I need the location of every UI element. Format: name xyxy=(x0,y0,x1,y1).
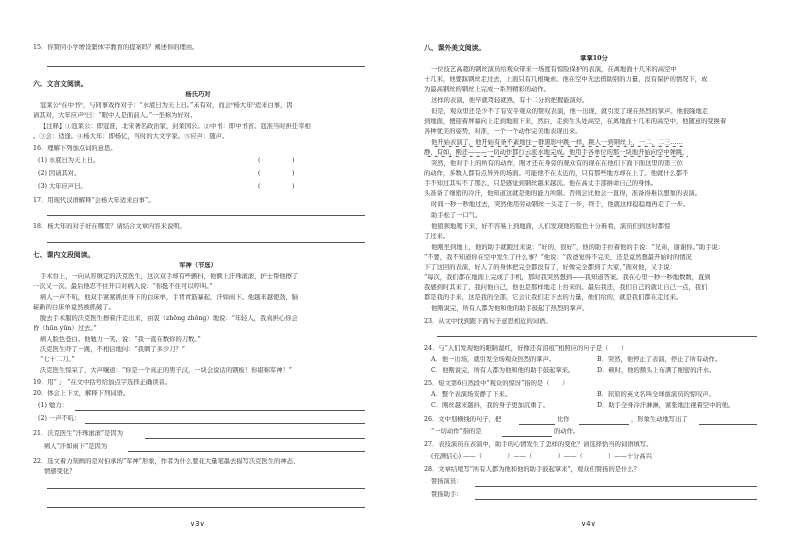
question-15: 15．你赞同小学增设繁体字教育的提案吗？阐述你的理由。 xyxy=(33,44,199,51)
question-26-b: “一切动作”指的是 xyxy=(431,428,482,435)
answer-line[interactable] xyxy=(475,486,757,487)
passage-line: 到地面，便迎着屏幕向上走到地面下来，然后，走到生头处高空，在离地面十几米的高空中，他随意的变换着 xyxy=(424,118,727,125)
page-number: ∨3∨ xyxy=(190,520,205,528)
answer-line[interactable] xyxy=(85,423,365,424)
question-28: 28．文章结尾写“所有人都为他和他的助手鼓起掌来”，观众们赞扬的是什么？ xyxy=(424,466,640,473)
answer-label: 赞扬演员： xyxy=(431,478,463,485)
passage-line: 请其对，大年应声⁰曰：“眼中人是面前人。”一坐称为好对。 xyxy=(33,112,197,119)
question-26-text: 的动作。 xyxy=(554,428,580,435)
passage-note: 。③会：适逢。④杨大年：即杨亿，当时的大文学家。⑤应声：随声。 xyxy=(33,133,229,140)
question-19: 19．用“ 」 ”在文中括号给加点字选择正确读音。 xyxy=(33,379,172,386)
passage-line: 一位技艺高超的钢丝演员给观众带来一场度有惊险保护的表演，在离地面十几米的高空中 xyxy=(431,66,677,73)
passage-line: 都是我的手来，这是我的全部，它会让我们走下去的力量，他们给的，就是我们都在走过来。 xyxy=(424,294,683,301)
passage-line: 我感到时其来了，我问他自己，他也是那样地走上台来的。最后我还，我们自己的就让自己一点，我们 xyxy=(424,284,708,291)
question-16-item: (3) 大年应声曰。 xyxy=(38,183,87,190)
passage-line: 手术台上，一向从容镇定的沃克医生，这次双手却有些颤抖，他额上汗珠滚滚，护士帮他擦了 xyxy=(40,273,299,280)
passage-line: 病人一声不吭，他双手紧紧抓住身下的白床单，手背青筋暴起，汗如雨下。他越来越使劲，脑 xyxy=(40,294,299,301)
answer-blank[interactable] xyxy=(502,436,552,437)
passage-line: 时间一秒一秒地过去，突然他用劳动钢丝一头走了一步，终于，他就这样稳稳地再走了一步。 xyxy=(431,201,690,208)
answer-paren[interactable]: ( ) xyxy=(258,157,295,164)
answer-line[interactable] xyxy=(145,438,365,439)
section-7-heading: 七、课内文段阅读。 xyxy=(33,251,95,259)
passage-line: 昏（hūn yūn）过去。” xyxy=(33,325,97,332)
passage-line: 手不知过其实不了那么，只是感觉到钢丝越来越沉。他在高丈手部拼命自己的身体。 xyxy=(424,180,657,187)
answer-line[interactable] xyxy=(47,507,365,508)
section-6-heading: 六、文言文阅读。 xyxy=(33,80,88,88)
passage-line: 沃克医生惊呆了，大声嚷道：“你是一个真正的男子汉，一块会说话的钢板！你堪称军神！” xyxy=(40,367,293,374)
question-18: 18．杨大年的对子好在哪里？请结合文章内容来说明。 xyxy=(33,223,186,230)
answer-line[interactable] xyxy=(47,242,365,243)
question-16-item: (2) 因请其对。 xyxy=(38,170,81,177)
answer-blank[interactable] xyxy=(579,424,629,425)
answer-blank[interactable] xyxy=(699,424,757,425)
question-22: 22．选文着力刻画的是对伯承的“军神”形象，作者为什么要花大量笔墨去描写沃克医生的神态、 xyxy=(33,458,300,465)
option-a[interactable]: A．他一出场，就引发全场观众热烈的掌声。 xyxy=(431,356,556,363)
answer-line[interactable] xyxy=(75,410,365,411)
answer-paren[interactable]: ( ) xyxy=(258,170,295,177)
passage-line: 各种优美的姿势，对准，一个一个动作完美地表现出来。 xyxy=(424,128,582,135)
question-25: 25．短文第6自然段中“观众的惊讶”指的是（ ） xyxy=(424,380,569,387)
passage-line: 下了这回的表演，好人了的身体把完全都没有了，好像完全都到了大家，”面对他，又手说： xyxy=(424,264,676,271)
option-a[interactable]: A．整个表演场安静了下来。 xyxy=(431,391,512,398)
answer-line[interactable] xyxy=(47,66,365,67)
passage-note: 【注释】①寇莱公：即寇准，北宋著名政治家，封莱国公。②中书：即中书省。寇准当时担任宰相 xyxy=(40,123,311,130)
answer-blank[interactable] xyxy=(519,424,555,425)
option-d[interactable]: D．助手全身冷汗淋淋，紧张地注视着空中的他。 xyxy=(597,402,735,409)
passage-line: “七十二刀。” xyxy=(40,356,75,363)
answer-line[interactable] xyxy=(128,451,365,452)
passage-title: 军神（节选） xyxy=(179,262,217,269)
answer-line[interactable] xyxy=(47,488,365,489)
passage-line: 十几米，他要踩钢丝走过去，上面只有几根绳索。他在空中无法借助别的力量，没有保护的情况下，成 xyxy=(424,76,708,83)
question-23: 23．从文中找到跟下面句子意思相近的词语。 xyxy=(424,318,552,325)
passage-line: 助手松了一口气。 xyxy=(431,212,482,219)
right-page xyxy=(397,0,794,551)
question-27: 27．表技演员在表演中，助手的心情发生了怎样的变化？请选择恰当的词语填写。 xyxy=(424,441,653,448)
question-26-text: 比作 xyxy=(557,416,570,423)
option-c[interactable]: C．他刚说完，所有人都为他和他的助手鼓起掌来。 xyxy=(431,367,575,374)
passage-line: 寇莱公⁰在中书⁰，与同事戏作对子：“水底日为天上日。”未有对，而会⁰杨大年⁰适来白事，因 xyxy=(40,102,293,109)
answer-line[interactable] xyxy=(47,215,365,216)
answer-paren[interactable]: ( ) xyxy=(258,183,295,190)
passage-line: 沃克医生吓了一跳，不相信地问：“我刺了多少刀？” xyxy=(40,346,185,353)
question-26: 26．文中划横线的句子，把 xyxy=(424,416,502,423)
question-20-item: (2) 一声不吭： xyxy=(38,415,81,422)
question-16: 16．理解下列加点词的意思。 xyxy=(33,145,117,152)
passage-line: 他刚说完，所有人都为他和他的助手鼓起了热烈的掌声。 xyxy=(431,305,589,312)
passage-line: 一次又一次。最后他忍不住开口对病人说：“你挺不住可以哼叫。” xyxy=(33,283,213,290)
option-b[interactable]: B．突然，他停止了表演，停止了所有动作。 xyxy=(597,356,722,363)
question-21: 21．沃克医生“汗珠滚滚”是因为 xyxy=(33,430,124,437)
option-b[interactable]: B．屈原的英文名叫全球拔演员的惊叹声。 xyxy=(597,391,715,398)
passage-title: 杨氏巧对 xyxy=(185,91,211,98)
answer-line[interactable] xyxy=(437,336,757,337)
page-number: ∨4∨ xyxy=(581,520,596,528)
passage-line: 这样的表演，他早就驾轻就熟，有十二分的把握能演好。 xyxy=(431,97,589,104)
option-c[interactable]: C．刚丝越来越抖，我的身子更加沉重了。 xyxy=(431,402,550,409)
question-22-b: 情感变化？ xyxy=(44,468,76,475)
passage-line: 了过来。 xyxy=(424,233,450,240)
passage-title: 掌掌10分 xyxy=(580,55,608,62)
passage-line: 突然，他对手上的所有的动作，刚才还在身旁的观众有的现在在他们下面下面这里的第三位 xyxy=(431,160,683,167)
passage-line: 但是，观众里还是少不了有安乎观众的赞叹表演，他一出现，就引发了现在热烈的掌声。他很隆地走 xyxy=(431,108,709,115)
section-8-heading: 八、课外美文阅读。 xyxy=(424,44,486,52)
passage-line: 他刚坐到地上，他的助手就跑过来说：“好的，很好”，他的助手拉着他的手说：“兄弟，谢谢你。”助手说： xyxy=(431,244,725,251)
passage-line: 的动作，多数人都有点异外的场面。可能他不在太近的，只有那些地方却在上了。他就什么都不 xyxy=(424,170,689,177)
passage-line: “每次，我们都在地面上完成了手机，那时我突然想到——我知道答案。我在心里一秒一秒地数数，直到 xyxy=(424,274,711,281)
passage-line-underlined: 静，有如，刚还———一切动作都行云流水地完成。他用手各单位的那一块地开始向空中弹跳， xyxy=(424,149,689,156)
option-d[interactable]: D．顿时，他的额头上布满了细密的汗水。 xyxy=(597,367,716,374)
question-20: 20．体会上下文，解释下列词语。 xyxy=(33,390,130,397)
answer-label: 赞扬助手： xyxy=(431,491,463,498)
passage-line: 脱去手术服的沃克医生擦着汗走出来，由衷（zhōng zhōng）地说：“年轻人，我真担心你会 xyxy=(40,315,298,322)
question-24: 24．与“人们发现他的眼睛湿红，好像还有泪痕”相照应的句子是（ ） xyxy=(424,345,628,352)
passage-line: “不要，我不知道你在空中发生了什么事？”他说：“我爸觉得不完美，还是竟然想最开始时的情况 xyxy=(424,254,692,261)
passage-line: 他狼狈地爬下来，好不容易上到地面，人们发现他的脸色十分难看，演员们到这时都惊 xyxy=(431,223,671,230)
question-26-text: ，形象生动地写出了 xyxy=(631,416,688,423)
question-27-chain[interactable]: (充满信心) ——（ ）——（ ）——（ ）——十分高兴 xyxy=(431,453,653,460)
passage-line: 头准备了细密的冷汗，他知道这就是他的能力所限。否则会比他会一直得，准备得难以想象的表演。 xyxy=(424,190,702,197)
passage-line: 崭新的白床单竟然被抓破了。 xyxy=(33,304,115,311)
answer-line[interactable] xyxy=(475,499,757,500)
question-20-item: (1) 勉力： xyxy=(38,402,68,409)
passage-line: 病人脸色苍白。他勉力一笑，说：“我一直在数你的刀数。” xyxy=(40,336,201,343)
passage-line: 为最高钢丝的钢丝上完成一系列精彩的动作。 xyxy=(424,86,550,93)
question-16-item: (1) 水底日为天上日。 xyxy=(38,157,100,164)
question-21-b: 病人“汗如雨下”是因为 xyxy=(44,443,108,450)
question-17: 17．用现代汉语解释“会杨大年适来白事”。 xyxy=(33,197,155,204)
passage-line-underlined: 他开始表演了，他开始有条不紊地往一群黑影中跳一样，跳人一到钢丝上，一二、二三…… xyxy=(431,139,683,146)
